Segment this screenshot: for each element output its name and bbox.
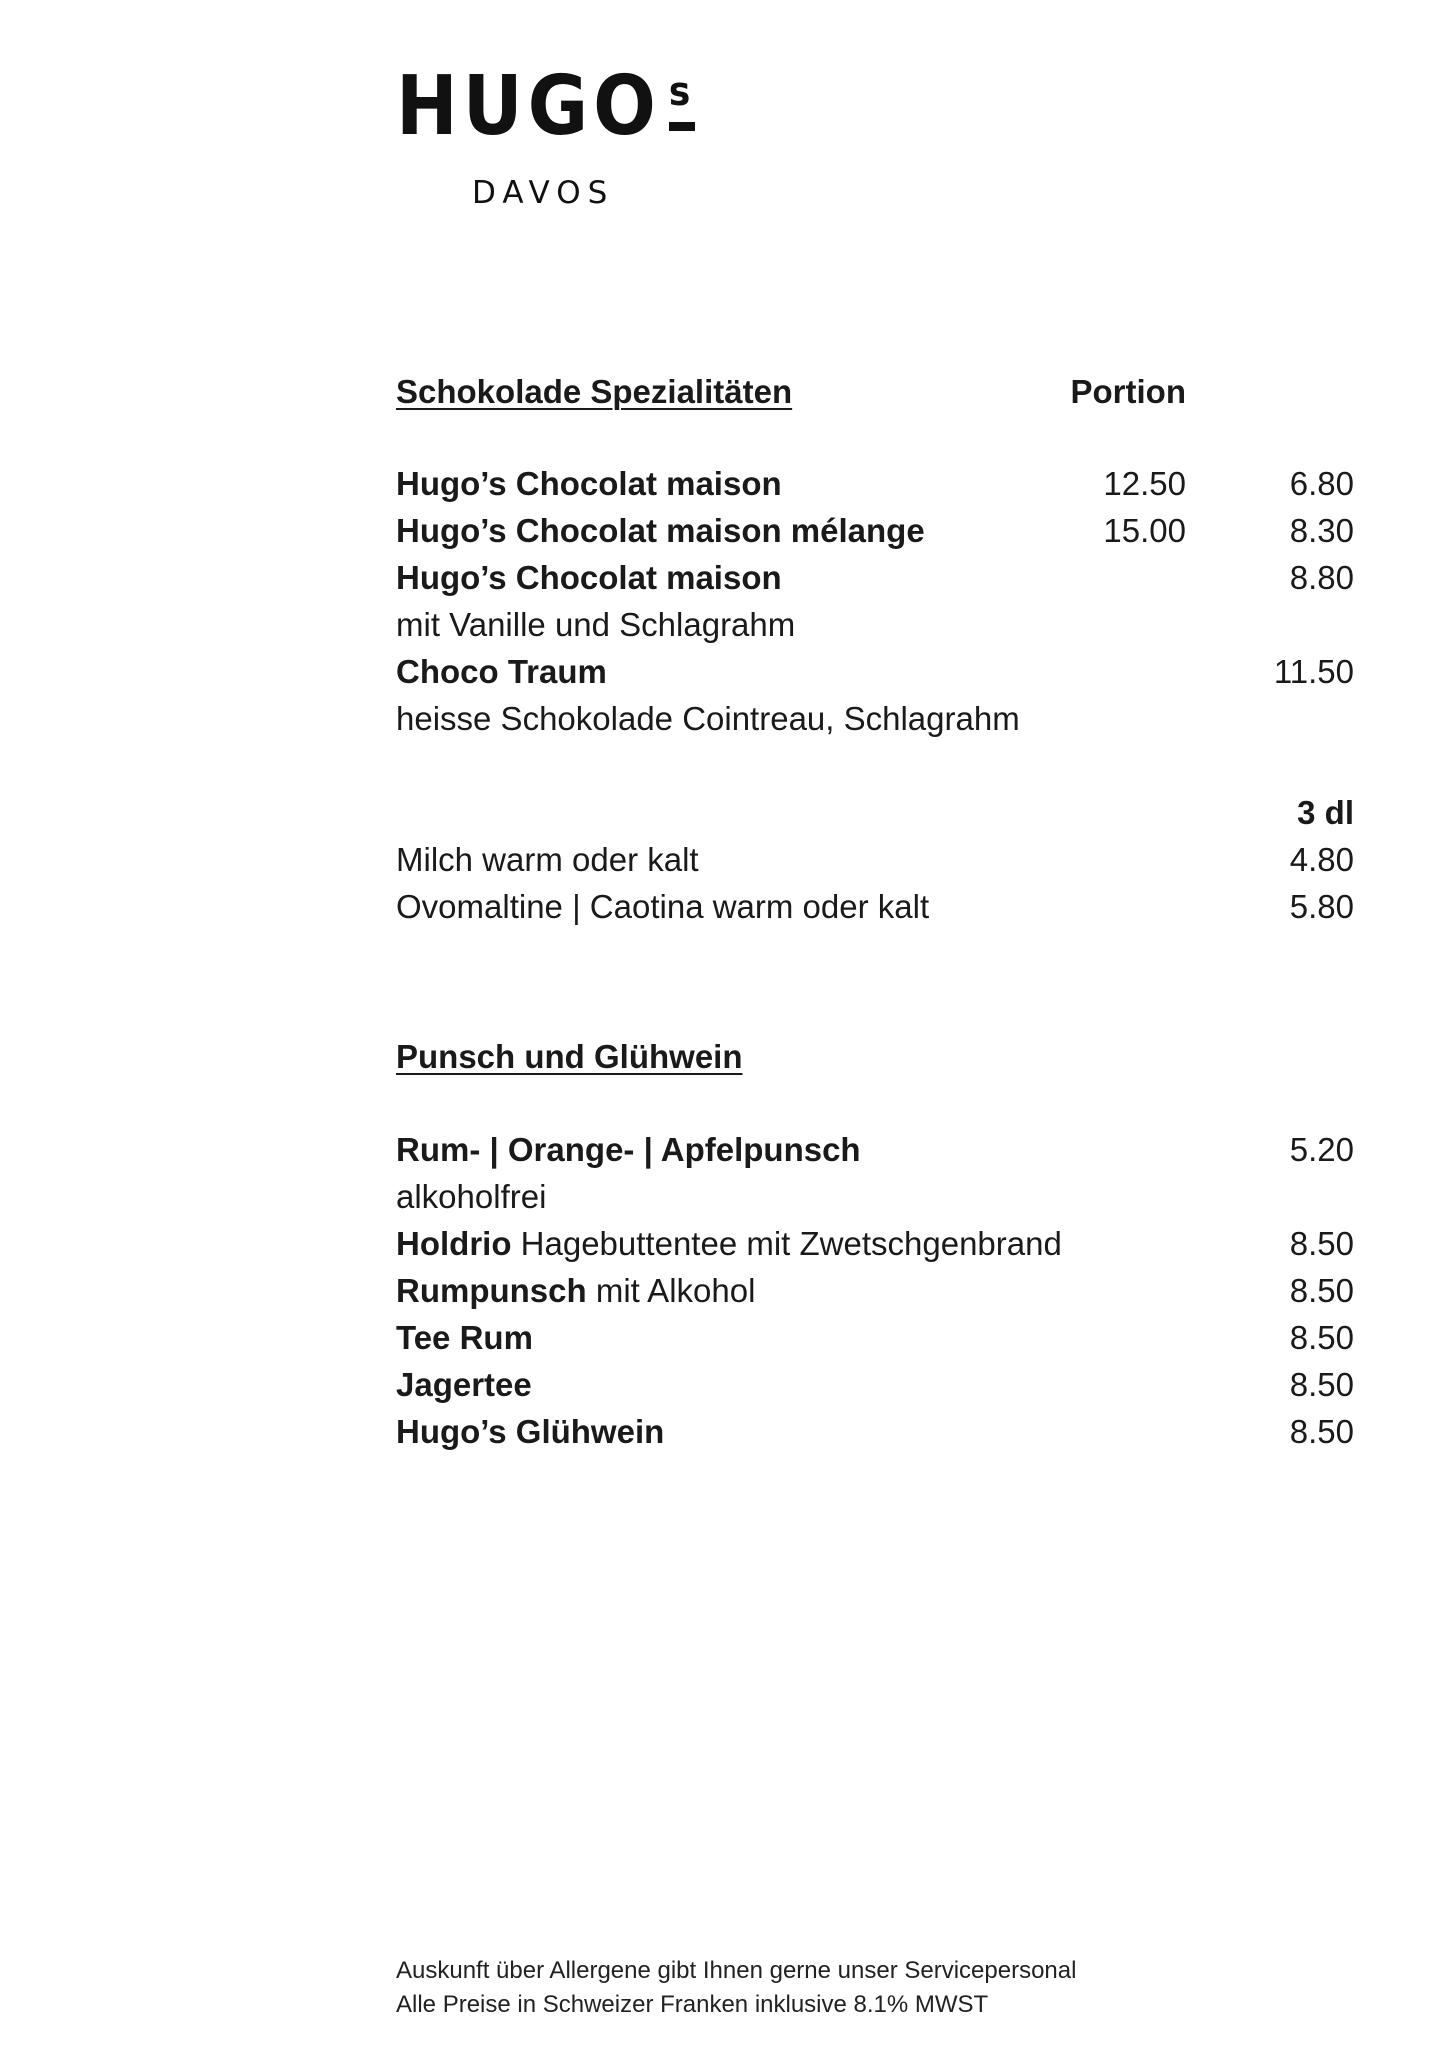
item-price: 5.80 <box>1289 888 1354 925</box>
allergen-note: Auskunft über Allergene gibt Ihnen gerne unser Servicepersonal <box>396 1957 1077 1984</box>
menu-item <box>396 1316 1356 1360</box>
menu-item <box>396 650 1356 694</box>
menu-item <box>396 838 1356 882</box>
item-name: Hugo’s Chocolat maison mélange <box>396 512 925 549</box>
logo-wordmark <box>396 59 696 154</box>
item-description: alkoholfrei <box>396 1178 547 1215</box>
section-title: Punsch und Glühwein <box>396 1038 743 1075</box>
item-name: Holdrio <box>396 1225 512 1262</box>
section-title: Schokolade Spezialitäten <box>396 373 793 410</box>
menu-item <box>396 1222 1356 1266</box>
item-name: Hugo’s Chocolat maison <box>396 465 782 502</box>
menu-item <box>396 1410 1356 1454</box>
item-description-row <box>396 603 1356 647</box>
item-name: Jagertee <box>396 1366 532 1403</box>
item-price: 11.50 <box>1273 653 1354 690</box>
item-price: 8.50 <box>1289 1319 1354 1356</box>
logo-word: HUGO <box>396 59 661 154</box>
item-description: mit Alkohol <box>595 1272 756 1309</box>
item-price: 5.20 <box>1289 1131 1354 1168</box>
item-name: Milch warm oder kalt <box>396 841 699 878</box>
item-price: 8.50 <box>1289 1272 1354 1309</box>
item-name: Rumpunsch <box>396 1272 587 1309</box>
item-description: heisse Schokolade Cointreau, Schlagrahm <box>396 700 1020 737</box>
price-note: Alle Preise in Schweizer Franken inklusive 8.1% MWST <box>396 1991 989 2018</box>
item-name: Rum- | Orange- | Apfelpunsch <box>396 1131 861 1168</box>
menu-item <box>396 509 1356 553</box>
item-name: Choco Traum <box>396 653 607 690</box>
item-text <box>396 1269 755 1313</box>
item-description: Hagebuttentee mit Zwetschgenbrand <box>520 1225 1062 1262</box>
item-price: 8.50 <box>1289 1366 1354 1403</box>
item-name: Hugo’s Chocolat maison <box>396 559 782 596</box>
section-header-row <box>396 1035 1356 1079</box>
menu-item <box>396 885 1356 929</box>
logo-location: DAVOS <box>472 175 615 211</box>
portion-column-header: Portion <box>1070 373 1186 410</box>
hugos-logo <box>396 59 696 222</box>
logo-superscript: s <box>668 69 696 115</box>
unit-header: 3 dl <box>1297 794 1354 831</box>
item-price: 4.80 <box>1289 841 1354 878</box>
item-price: 8.50 <box>1289 1413 1354 1450</box>
item-name: Ovomaltine | Caotina warm oder kalt <box>396 888 930 925</box>
item-name: Tee Rum <box>396 1319 533 1356</box>
item-price: 8.80 <box>1289 559 1354 596</box>
menu-item <box>396 1269 1356 1313</box>
item-description-row <box>396 697 1356 741</box>
item-price: 8.30 <box>1289 512 1354 549</box>
menu-item <box>396 556 1356 600</box>
menu-item <box>396 1363 1356 1407</box>
footer-notes <box>396 1954 1076 2022</box>
item-portion-price: 15.00 <box>1103 512 1186 549</box>
menu-item <box>396 462 1356 506</box>
item-price: 8.50 <box>1289 1225 1354 1262</box>
item-price: 6.80 <box>1289 465 1354 502</box>
menu-item <box>396 1128 1356 1172</box>
unit-header-row <box>396 791 1356 835</box>
item-description-row <box>396 1175 1356 1219</box>
item-description: mit Vanille und Schlagrahm <box>396 606 796 643</box>
item-name: Hugo’s Glühwein <box>396 1413 665 1450</box>
item-portion-price: 12.50 <box>1103 465 1186 502</box>
item-text <box>396 1222 1062 1266</box>
section-header-row <box>396 370 1356 414</box>
